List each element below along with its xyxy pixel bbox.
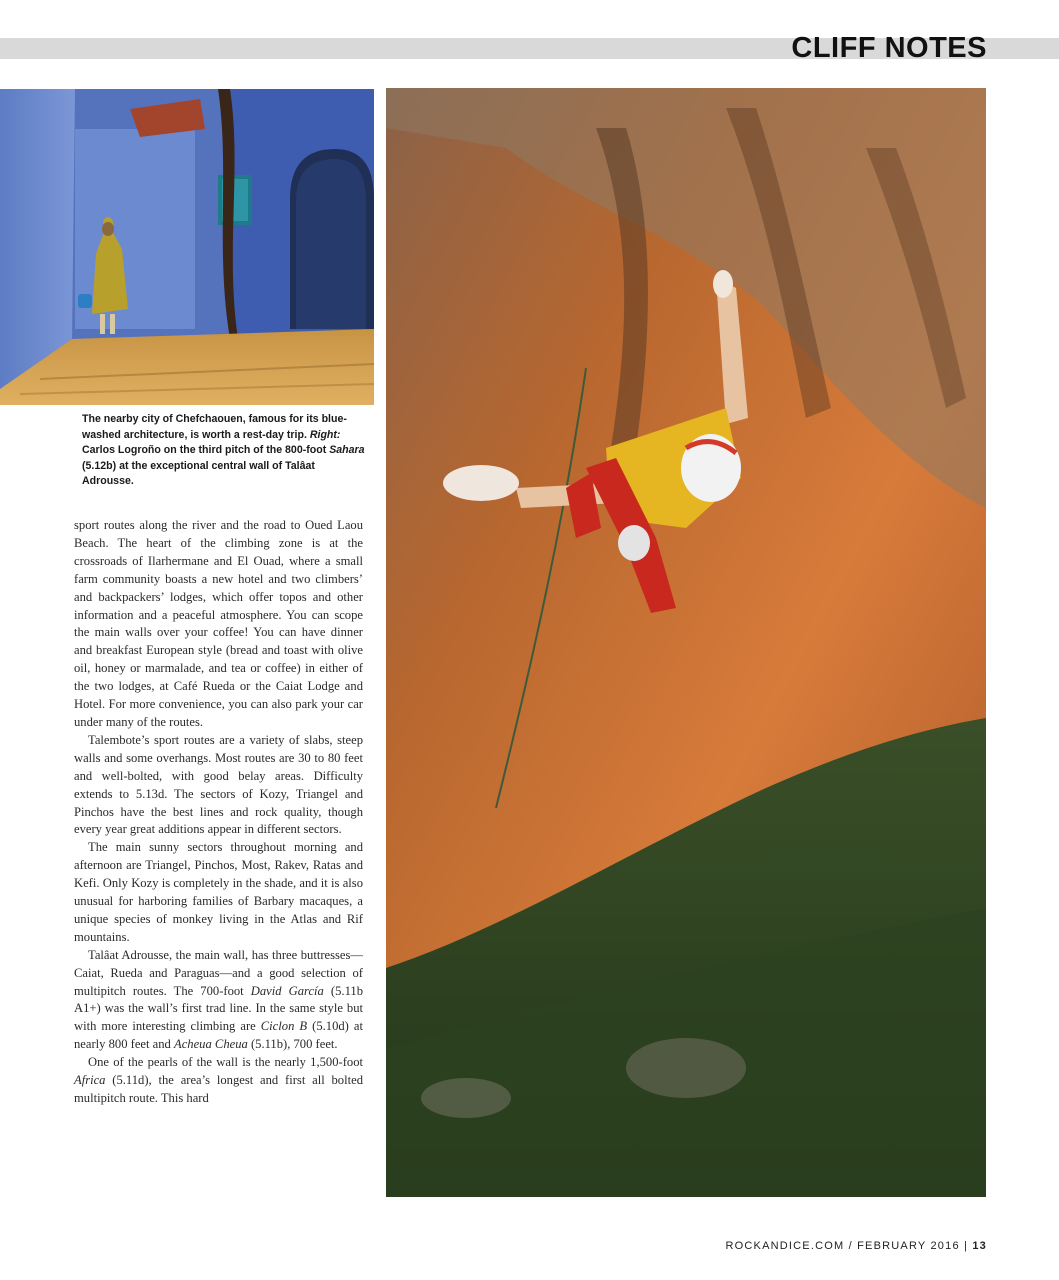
article-body: [74, 517, 363, 1108]
page-number: 13: [972, 1240, 987, 1252]
caption-lead: The nearby city of Chefchaouen, famous for its blue-washed architecture, is worth a rest-day trip.: [82, 413, 347, 441]
section-title: CLIFF NOTES: [791, 32, 987, 64]
caption-after-right: Carlos Logroño on the third pitch of the 800-foot: [82, 444, 330, 456]
p5-text-b: (5.11d), the area’s longest and first all bolted multipitch route. This hard: [74, 1073, 363, 1105]
route-name-ciclon-b: Ciclon B: [260, 1019, 308, 1034]
caption-right-label: Right:: [309, 428, 341, 441]
article-paragraph-1: sport routes along the river and the road to Oued Laou Beach. The heart of the climbing zone is at the crossroads of Ilarhermane and El Ouad, where a small farm community boasts a new hotel and two climbers’ and backpackers’ lodges, which offer topos and other information and a peaceful atmosphere. You can scope the main walls over your coffee! You can have dinner and breakfast European style (bread and toast with olive oil, honey or marmalade, and tea or coffee) in either of the two lodges, at Café Rueda or the Caiat Lodge and Hotel. For more convenience, you can also park your car under many of the routes.: [74, 518, 363, 729]
p4-text-b: (5.11b A1+) was the wall’s first trad line. In the same style but with more interesting climbing are: [74, 983, 363, 1034]
article-paragraph-5: [74, 1054, 363, 1108]
route-name-africa: Africa: [74, 1073, 106, 1088]
climber-photo: [386, 88, 986, 1197]
p5-text-a: One of the pearls of the wall is the nearly 1,500-foot: [88, 1055, 363, 1070]
chefchaouen-photo: [0, 89, 374, 405]
caption-tail: (5.12b) at the exceptional central wall of Talâat Adrousse.: [82, 459, 315, 487]
route-name-david-garcia: David García: [250, 983, 324, 998]
caption-route-name: Sahara: [329, 444, 365, 456]
p4-text-c: (5.10d) at nearly 800 feet and: [74, 1019, 363, 1052]
folio-site-date: ROCKANDICE.COM / FEBRUARY 2016: [725, 1240, 960, 1252]
page-folio: [726, 1240, 988, 1252]
article-paragraph-3: The main sunny sectors throughout morning and afternoon are Triangel, Pinchos, Most, Rakev, Ratas and Kefi. Only Kozy is completely in the shade, and it is also unusual for harboring families of Barbary macaques, a unique species of monkey living in the Atlas and Rif mountains.: [74, 840, 363, 944]
photo-caption: [82, 412, 367, 490]
article-paragraph-2: Talembote’s sport routes are a variety of slabs, steep walls and some overhangs. Most routes are 30 to 80 feet and well-bolted, with good belay areas. Difficulty extends to 5.13d. The sectors of Kozy, Triangel and Pinchos have the best lines and rock quality, though every year great additions appear in different sectors.: [74, 732, 363, 837]
route-name-acheua-cheua: Acheua Cheua: [174, 1037, 248, 1052]
article-paragraph-4: [74, 947, 363, 1054]
p4-text-d: (5.11b), 700 feet.: [247, 1037, 338, 1052]
folio-separator: |: [964, 1240, 969, 1252]
p4-text-a: Talâat Adrousse, the main wall, has three buttresses—Caiat, Rueda and Paraguas—and a good selection of multipitch routes. The 700-foot: [74, 947, 363, 998]
